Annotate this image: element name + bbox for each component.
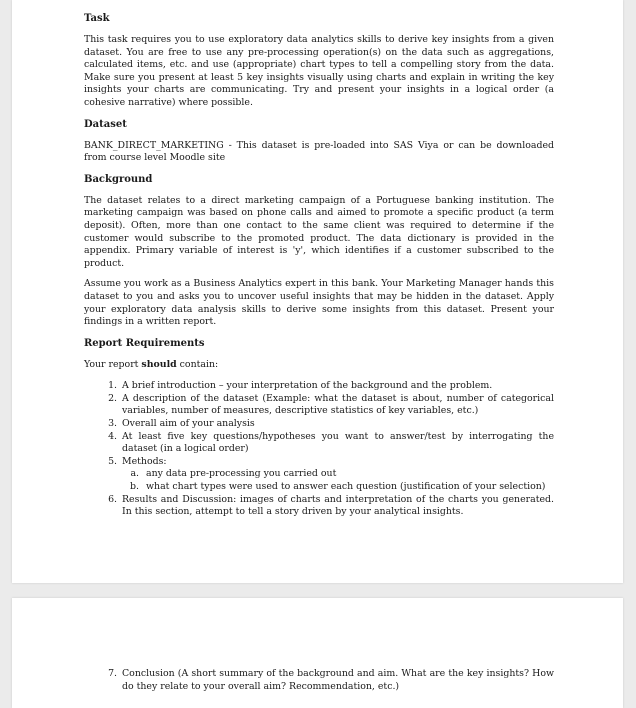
task-paragraph: This task requires you to use exploratory data analytics skills to derive key insights from a given dataset. You are free to use any pre-processing operation(s) on the data such as aggregations, calculated items, etc. and use (appropriate) chart types to tell a compelling story from the data. Make sure you present at least 5 key insights visually using charts and explain in writing the key insights your charts are communicating. Try and present your insights in a logical order (a cohesive narrative) where possible.	[84, 34, 554, 108]
document-page-1	[12, 0, 623, 583]
requirements-list	[84, 380, 554, 519]
requirement-item-results-discussion: 6. Results and Discussion: images of charts and interpretation of the charts you generated. In this section, attempt to tell a story driven by your analytical insights.	[120, 494, 554, 519]
methods-sublist	[122, 468, 554, 493]
dataset-heading: Dataset	[84, 118, 127, 130]
background-paragraph-1: The dataset relates to a direct marketing campaign of a Portuguese banking institution. The marketing campaign was based on phone calls and aimed to promote a specific product (a term deposit). Often, more than one contact to the same client was required to determine if the customer would subscribe to the promoted product. The data dictionary is provided in the appendix. Primary variable of interest is 'y', which identifies if a customer subscribed to the product.	[84, 194, 554, 269]
requirement-item-conclusion: 7. Conclusion (A short summary of the background and aim. What are the key insights? How do they relate to your overall aim? Recommendation, etc.)	[120, 668, 554, 693]
report-intro-before: Your report	[84, 358, 142, 370]
requirement-item-introduction: 1. A brief introduction – your interpretation of the background and the problem.	[120, 380, 554, 393]
report-intro	[84, 359, 554, 372]
requirement-item-dataset-description: 2. A description of the dataset (Example: what the dataset is about, number of categorical variables, number of measures, descriptive statistics of key variables, etc.)	[120, 393, 554, 418]
dataset-paragraph: BANK_DIRECT_MARKETING - This dataset is pre-loaded into SAS Viya or can be downloaded from course level Moodle site	[84, 139, 554, 164]
background-heading: Background	[84, 173, 153, 185]
requirement-item-methods	[120, 456, 554, 494]
document-page-2	[12, 598, 623, 708]
requirements-list-continued	[84, 668, 554, 693]
requirement-item-key-questions: 4. At least five key questions/hypotheses you want to answer/test by interrogating the dataset (in a logical order)	[120, 431, 554, 456]
requirement-item-overall-aim: 3. Overall aim of your analysis	[120, 418, 554, 431]
report-requirements-heading: Report Requirements	[84, 337, 205, 349]
report-intro-after: contain:	[176, 358, 219, 370]
report-intro-should: should	[141, 358, 177, 370]
methods-subitem-chart-types: b. what chart types were used to answer each question (justification of your selection)	[142, 481, 554, 494]
page-2-content	[84, 668, 554, 693]
task-heading: Task	[84, 13, 110, 24]
methods-label: Methods:	[122, 455, 167, 467]
page-1-content	[84, 12, 554, 519]
background-paragraph-2: Assume you work as a Business Analytics expert in this bank. Your Marketing Manager hands this dataset to you and asks you to uncover useful insights that may be hidden in the dataset. Apply your exploratory data analysis skills to derive some insights from this dataset. Present your findings in a written report.	[84, 278, 554, 328]
methods-subitem-preprocessing: a. any data pre-processing you carried out	[142, 468, 554, 481]
